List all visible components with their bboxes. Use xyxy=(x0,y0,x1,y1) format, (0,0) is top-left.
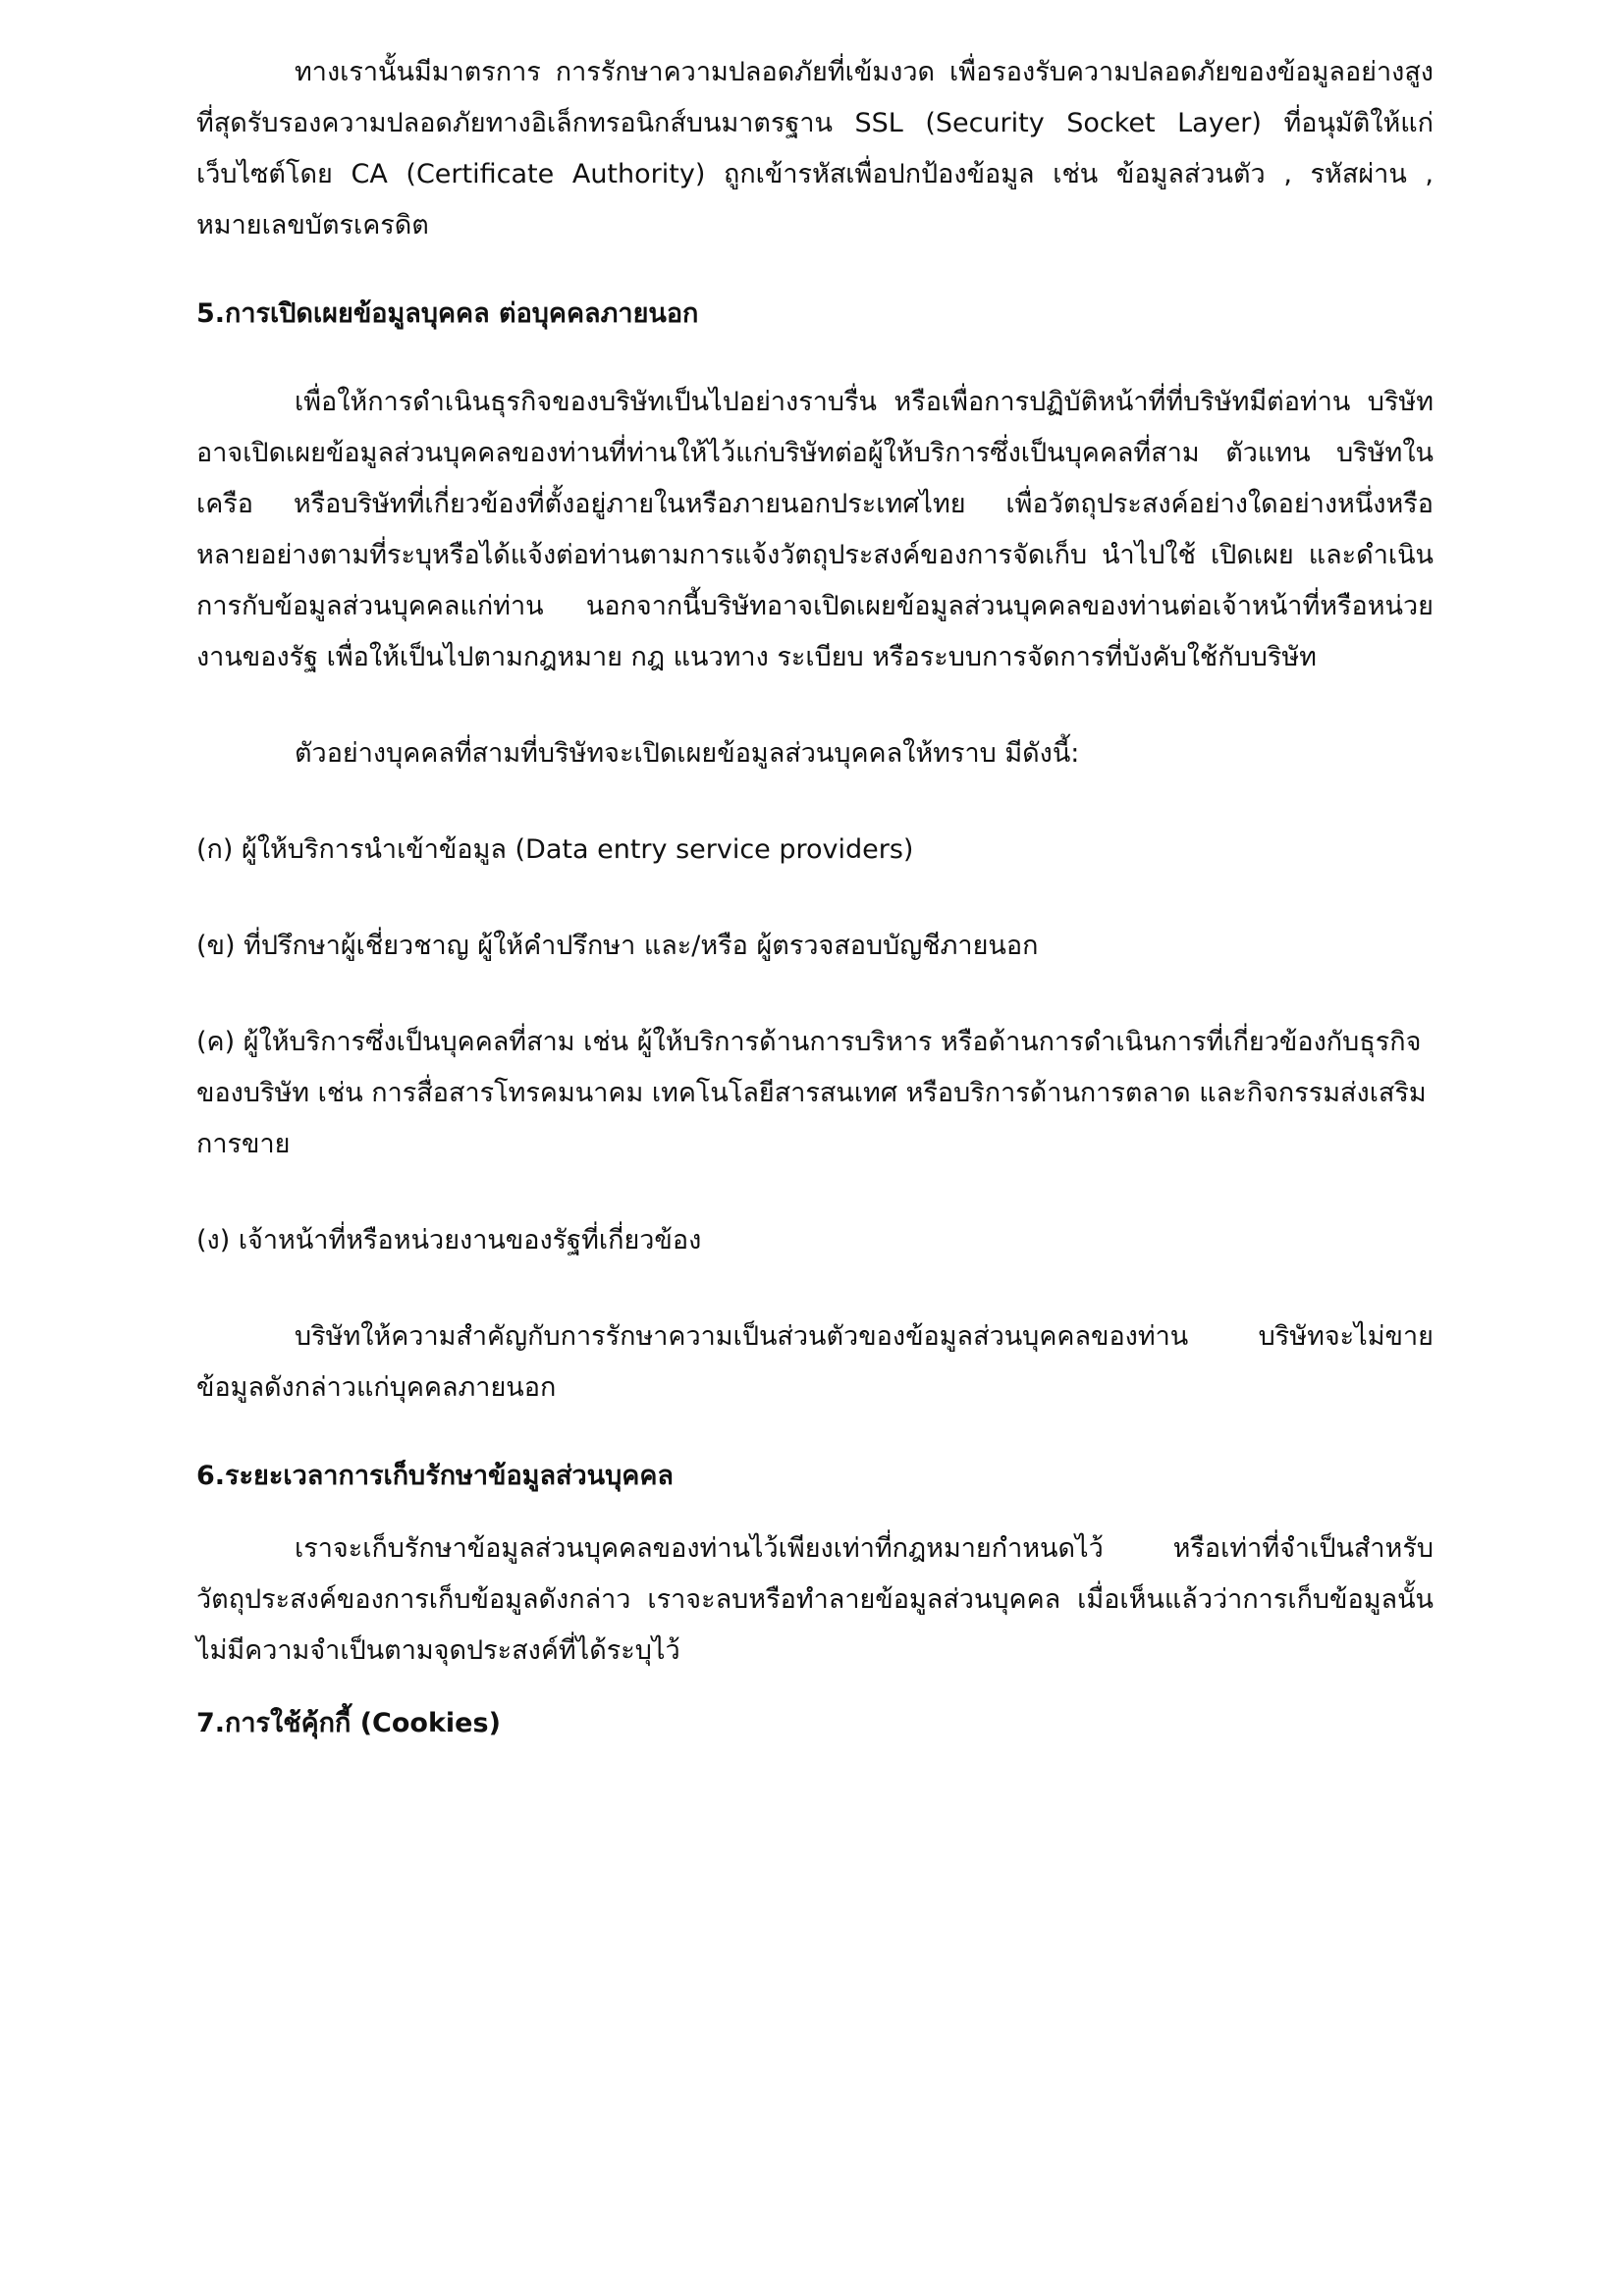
list-item-kho: (ข) ที่ปรึกษาผู้เชี่ยวชาญ ผู้ให้คำปรึกษา และ/หรือ ผู้ตรวจสอบบัญชีภายนอก xyxy=(196,931,1039,961)
section-5-paragraph-3: บริษัทให้ความสำคัญกับการรักษาความเป็นส่วนตัวของข้อมูลส่วนบุคคลของท่าน บริษัทจะไม่ขายข้อมูลดังกล่าวแก่บุคคลภายนอก xyxy=(196,1321,1434,1403)
section-5-heading: 5.การเปิดเผยข้อมูลบุคคล ต่อบุคคลภายนอก xyxy=(196,298,699,329)
intro-paragraph: ทางเรานั้นมีมาตรการ การรักษาความปลอดภัยที่เข้มงวด เพื่อรองรับความปลอดภัยของข้อมูลอย่างสูงที่สุดรับรองความปลอดภัยทางอิเล็กทรอนิกส์บนมาตรฐาน SSL (Security Socket Layer) ที่อนุมัติให้แก่เว็บไซต์โดย CA (Certificate Authority) ถูกเข้ารหัสเพื่อปกป้องข้อมูล เช่น ข้อมูลส่วนตัว , รหัสผ่าน , หมายเลขบัตรเครดิต xyxy=(196,57,1434,240)
section-7-heading: 7.การใช้คุ้กกี้ (Cookies) xyxy=(196,1708,501,1738)
list-item-kho-khwai: (ค) ผู้ให้บริการซึ่งเป็นบุคคลที่สาม เช่น ผู้ให้บริการด้านการบริหาร หรือด้านการดำเนินการที่เกี่ยวข้องกับธุรกิจของบริษัท เช่น การสื่อสารโทรคมนาคม เทคโนโลยีสารสนเทศ หรือบริการด้านการตลาด และกิจกรรมส่งเสริมการขาย xyxy=(196,1027,1427,1159)
list-item-ko: (ก) ผู้ให้บริการนำเข้าข้อมูล (Data entry service providers) xyxy=(196,834,914,865)
section-5-paragraph-2: ตัวอย่างบุคคลที่สามที่บริษัทจะเปิดเผยข้อมูลส่วนบุคคลให้ทราบ มีดังนี้: xyxy=(295,738,1080,769)
section-6-heading: 6.ระยะเวลาการเก็บรักษาข้อมูลส่วนบุคคล xyxy=(196,1461,674,1491)
section-5-paragraph-1: เพื่อให้การดำเนินธุรกิจของบริษัทเป็นไปอย่างราบรื่น หรือเพื่อการปฏิบัติหน้าที่ที่บริษัทมีต่อท่าน บริษัทอาจเปิดเผยข้อมูลส่วนบุคคลของท่านที่ท่านให้ไว้แก่บริษัทต่อผู้ให้บริการซึ่งเป็นบุคคลที่สาม ตัวแทน บริษัทในเครือ หรือบริษัทที่เกี่ยวข้องที่ตั้งอยู่ภายในหรือภายนอกประเทศไทย เพื่อวัตถุประสงค์อย่างใดอย่างหนึ่งหรือหลายอย่างตามที่ระบุหรือได้แจ้งต่อท่านตามการแจ้งวัตถุประสงค์ของการจัดเก็บ นำไปใช้ เปิดเผย และดำเนินการกับข้อมูลส่วนบุคคลแก่ท่าน นอกจากนี้บริษัทอาจเปิดเผยข้อมูลส่วนบุคคลของท่านต่อเจ้าหน้าที่หรือหน่วยงานของรัฐ เพื่อให้เป็นไปตามกฎหมาย กฎ แนวทาง ระเบียบ หรือระบบการจัดการที่บังคับใช้กับบริษัท xyxy=(196,387,1434,672)
document-page xyxy=(196,47,1434,1749)
section-6-paragraph: เราจะเก็บรักษาข้อมูลส่วนบุคคลของท่านไว้เพียงเท่าที่กฎหมายกำหนดไว้ หรือเท่าที่จำเป็นสำหรับวัตถุประสงค์ของการเก็บข้อมูลดังกล่าว เราจะลบหรือทำลายข้อมูลส่วนบุคคล เมื่อเห็นแล้วว่าการเก็บข้อมูลนั้น ไม่มีความจำเป็นตามจุดประสงค์ที่ได้ระบุไว้ xyxy=(196,1533,1434,1666)
list-item-ngo: (ง) เจ้าหน้าที่หรือหน่วยงานของรัฐที่เกี่ยวข้อง xyxy=(196,1225,702,1255)
